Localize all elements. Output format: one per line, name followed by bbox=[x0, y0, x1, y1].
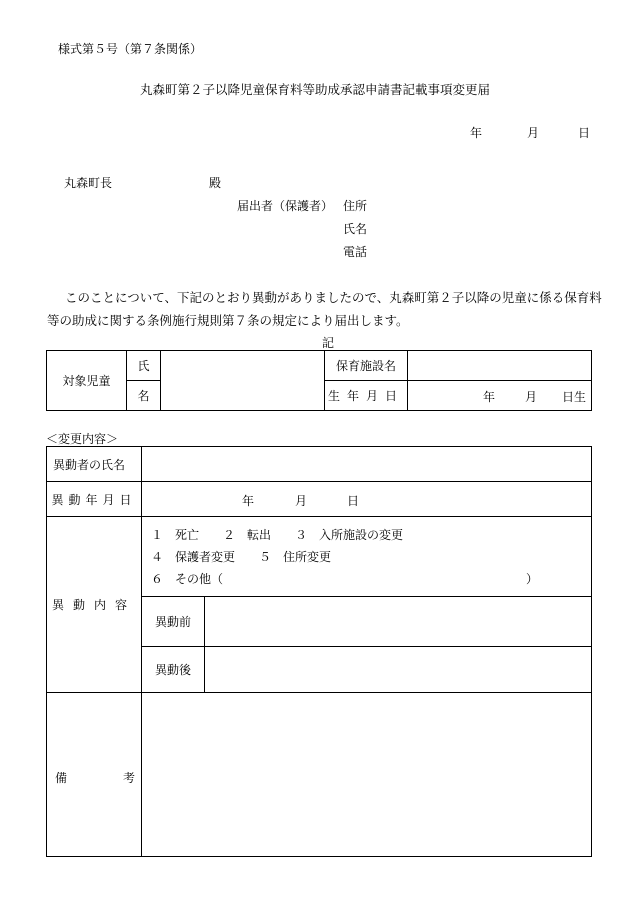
option-line-3-close: ） bbox=[526, 571, 539, 586]
birth-year-label: 年 bbox=[483, 390, 496, 404]
birth-day-label: 日生 bbox=[562, 390, 587, 404]
changer-name-field[interactable] bbox=[142, 447, 592, 482]
child-name-field[interactable] bbox=[161, 351, 325, 411]
date-day-label: 日 bbox=[578, 126, 591, 140]
name-label-2: 名 bbox=[127, 381, 161, 411]
birth-month-label: 月 bbox=[525, 390, 538, 404]
applicant-address-label: 住所 bbox=[343, 199, 368, 213]
applicant-label: 届出者（保護者） bbox=[237, 199, 334, 213]
addressee-name: 丸森町長 bbox=[64, 176, 113, 190]
change-day-label: 日 bbox=[347, 494, 360, 508]
name-label-1: 氏 bbox=[127, 351, 161, 381]
change-content-label: 異動内容 bbox=[47, 517, 142, 693]
date-month-label: 月 bbox=[527, 126, 540, 140]
birthdate-label: 生年月日 bbox=[325, 381, 408, 411]
remarks-char-2: 考 bbox=[123, 771, 136, 785]
facility-field[interactable] bbox=[408, 351, 592, 381]
remarks-field[interactable] bbox=[142, 693, 592, 857]
subject-label: 対象児童 bbox=[47, 351, 127, 411]
change-table bbox=[46, 446, 592, 857]
body-paragraph: このことについて、下記のとおり異動がありましたので、丸森町第２子以降の児童に係る保育料等の助成に関する条例施行規則第７条の規定により届出します。 bbox=[47, 290, 602, 328]
option-line-1: １ 死亡 ２ 転出 ３ 入所施設の変更 bbox=[151, 527, 404, 542]
change-month-label: 月 bbox=[295, 494, 308, 508]
ki-marker: 記 bbox=[322, 336, 335, 350]
form-number: 様式第５号（第７条関係） bbox=[58, 42, 203, 56]
facility-label: 保育施設名 bbox=[325, 351, 408, 381]
change-year-label: 年 bbox=[242, 494, 255, 508]
applicant-phone-label: 電話 bbox=[343, 245, 368, 259]
date-year-label: 年 bbox=[470, 126, 483, 140]
applicant-name-label: 氏名 bbox=[343, 222, 368, 236]
child-table bbox=[46, 350, 592, 411]
before-label: 異動前 bbox=[142, 597, 205, 647]
remarks-char-1: 備 bbox=[55, 771, 68, 785]
changer-name-label: 異動者の氏名 bbox=[47, 447, 142, 482]
change-options bbox=[142, 517, 592, 597]
page-title: 丸森町第２子以降児童保育料等助成承認申請書記載事項変更届 bbox=[139, 82, 490, 97]
option-line-3: ６ その他（ bbox=[151, 571, 224, 586]
addressee-honorific: 殿 bbox=[209, 176, 222, 190]
change-date-field[interactable] bbox=[142, 482, 592, 517]
change-heading: ＜変更内容＞ bbox=[46, 432, 119, 446]
before-field[interactable] bbox=[205, 597, 592, 647]
change-date-label: 異動年月日 bbox=[47, 482, 142, 517]
after-field[interactable] bbox=[205, 647, 592, 693]
birthdate-field[interactable] bbox=[408, 381, 592, 411]
after-label: 異動後 bbox=[142, 647, 205, 693]
remarks-label bbox=[47, 693, 142, 857]
option-line-2: ４ 保護者変更 ５ 住所変更 bbox=[151, 549, 332, 564]
